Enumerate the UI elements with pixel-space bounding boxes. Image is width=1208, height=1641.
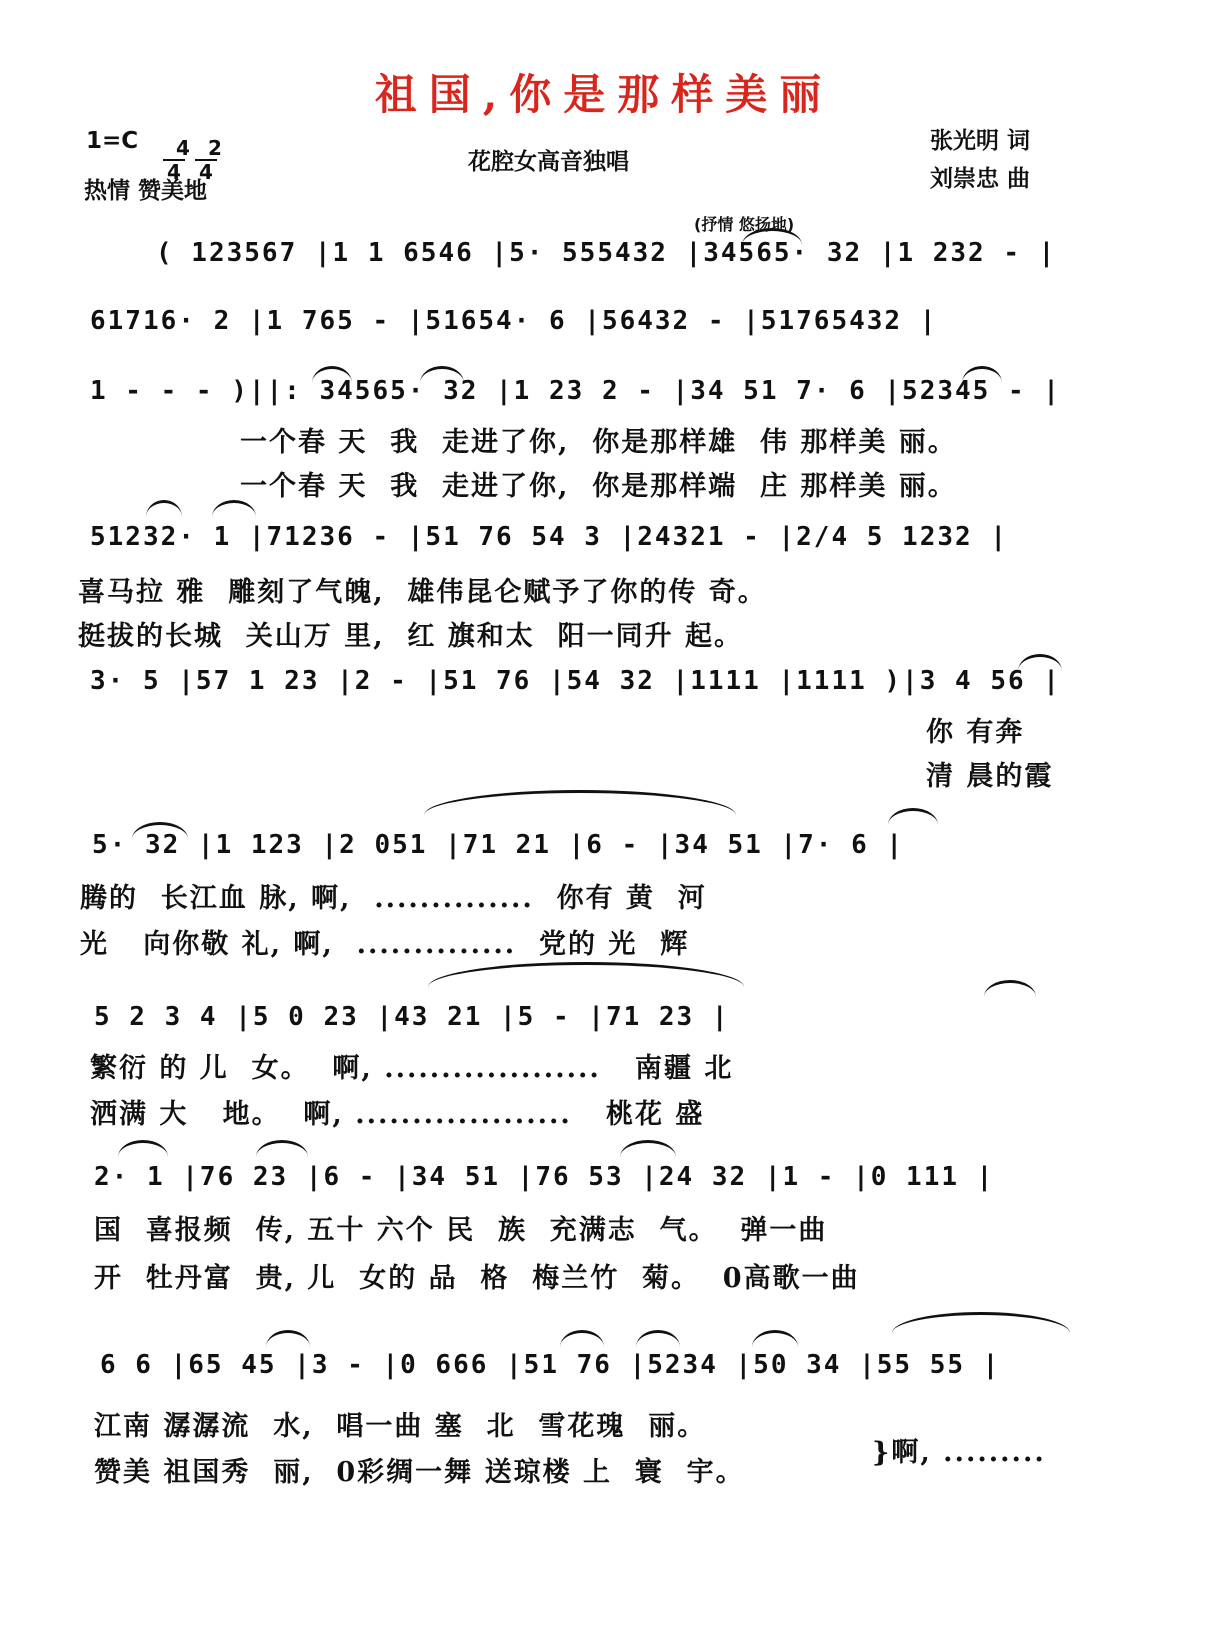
slur — [424, 790, 736, 815]
lyric-line: 繁衍 的 儿 女。 啊, ................... 南疆 北 — [90, 1053, 734, 1084]
slur — [620, 1140, 676, 1157]
lyric-line: 赞美 祖国秀 丽, 0彩绸一舞 送琼楼 上 寰 宇。 — [94, 1457, 745, 1488]
notation-system-9: 6 6 |65 45 |3 - |0 666 |51 76 |5234 |50 34 |55 55 | — [100, 1350, 1001, 1380]
lyricist: 张光明 词 — [930, 128, 1031, 154]
slur — [892, 1312, 1070, 1333]
slur — [1018, 654, 1062, 671]
notation-system-5: 3· 5 |57 1 23 |2 - |51 76 |54 32 |1111 |1111 )|3 4 56 | — [90, 666, 1061, 696]
lyric-line: 国 喜报频 传, 五十 六个 民 族 充满志 气。 弹一曲 — [94, 1215, 828, 1246]
lyric-line: 光 向你敬 礼, 啊, .............. 党的 光 辉 — [80, 929, 690, 960]
slur — [428, 962, 744, 987]
slur — [132, 822, 188, 839]
tempo-marking: 热情 赞美地 — [84, 178, 208, 204]
lyric-line: 一个春 天 我 走进了你, 你是那样端 庄 那样美 丽。 — [240, 471, 957, 502]
composer: 刘崇忠 曲 — [930, 166, 1031, 192]
slur — [420, 366, 464, 383]
notation-system-7: 5 2 3 4 |5 0 23 |43 21 |5 - |71 23 | — [94, 1002, 730, 1032]
slur — [312, 366, 352, 383]
slur — [984, 980, 1036, 997]
lyric-line: 洒满 大 地。 啊, ................... 桃花 盛 — [90, 1099, 705, 1130]
notation-system-6: 5· 32 |1 123 |2 051 |71 21 |6 - |34 51 |7· 6 | — [92, 830, 905, 860]
key-signature: 1=C — [86, 128, 139, 154]
slur — [256, 1140, 308, 1157]
slur — [962, 366, 1002, 383]
notation-system-8: 2· 1 |76 23 |6 - |34 51 |76 53 |24 32 |1 - |0 111 | — [94, 1162, 995, 1192]
lyric-line: 挺拔的长城 关山万 里, 红 旗和太 阳一同升 起。 — [78, 621, 743, 652]
notation-system-4: 51232· 1 |71236 - |51 76 54 3 |24321 - |2/4 5 1232 | — [90, 522, 1008, 552]
lyric-line: 你 有奔 — [926, 717, 1025, 748]
lyric-line: 清 晨的霞 — [926, 761, 1054, 792]
time-signature-2-4: 2 4 — [194, 118, 218, 182]
slur — [888, 808, 938, 825]
lyric-line: 开 牡丹富 贵, 儿 女的 品 格 梅兰竹 菊。 0高歌一曲 — [94, 1263, 860, 1294]
slur — [560, 1330, 604, 1347]
slur — [752, 1330, 798, 1347]
lyric-line: 一个春 天 我 走进了你, 你是那样雄 伟 那样美 丽。 — [240, 427, 957, 458]
ending-lyric: }啊, ......... — [872, 1437, 1046, 1468]
slur — [266, 1330, 310, 1347]
lyric-line: 喜马拉 雅 雕刻了气魄, 雄伟昆仑赋予了你的传 奇。 — [78, 577, 767, 608]
slur — [636, 1330, 680, 1347]
song-title: 祖国,你是那样美丽 — [374, 70, 834, 119]
notation-system-1: ( 123567 |1 1 6546 |5· 555432 |34565· 32 |1 232 - | — [156, 238, 1057, 268]
notation-system-3: 1 - - - )||: 34565· 32 |1 23 2 - |34 51 7· 6 |52345 - | — [90, 376, 1061, 406]
expression-mark: (抒情 悠扬地) — [694, 215, 795, 234]
notation-system-2: 61716· 2 |1 765 - |51654· 6 |56432 - |51765432 | — [90, 306, 938, 336]
slur — [118, 1140, 168, 1157]
lyric-line: 腾的 长江血 脉, 啊, .............. 你有 黄 河 — [80, 883, 707, 914]
time-signature-4-4: 4 4 — [162, 118, 186, 182]
lyric-line: 江南 潺潺流 水, 唱一曲 塞 北 雪花瑰 丽。 — [94, 1411, 707, 1442]
slur — [146, 500, 182, 517]
subtitle: 花腔女高音独唱 — [468, 149, 629, 175]
